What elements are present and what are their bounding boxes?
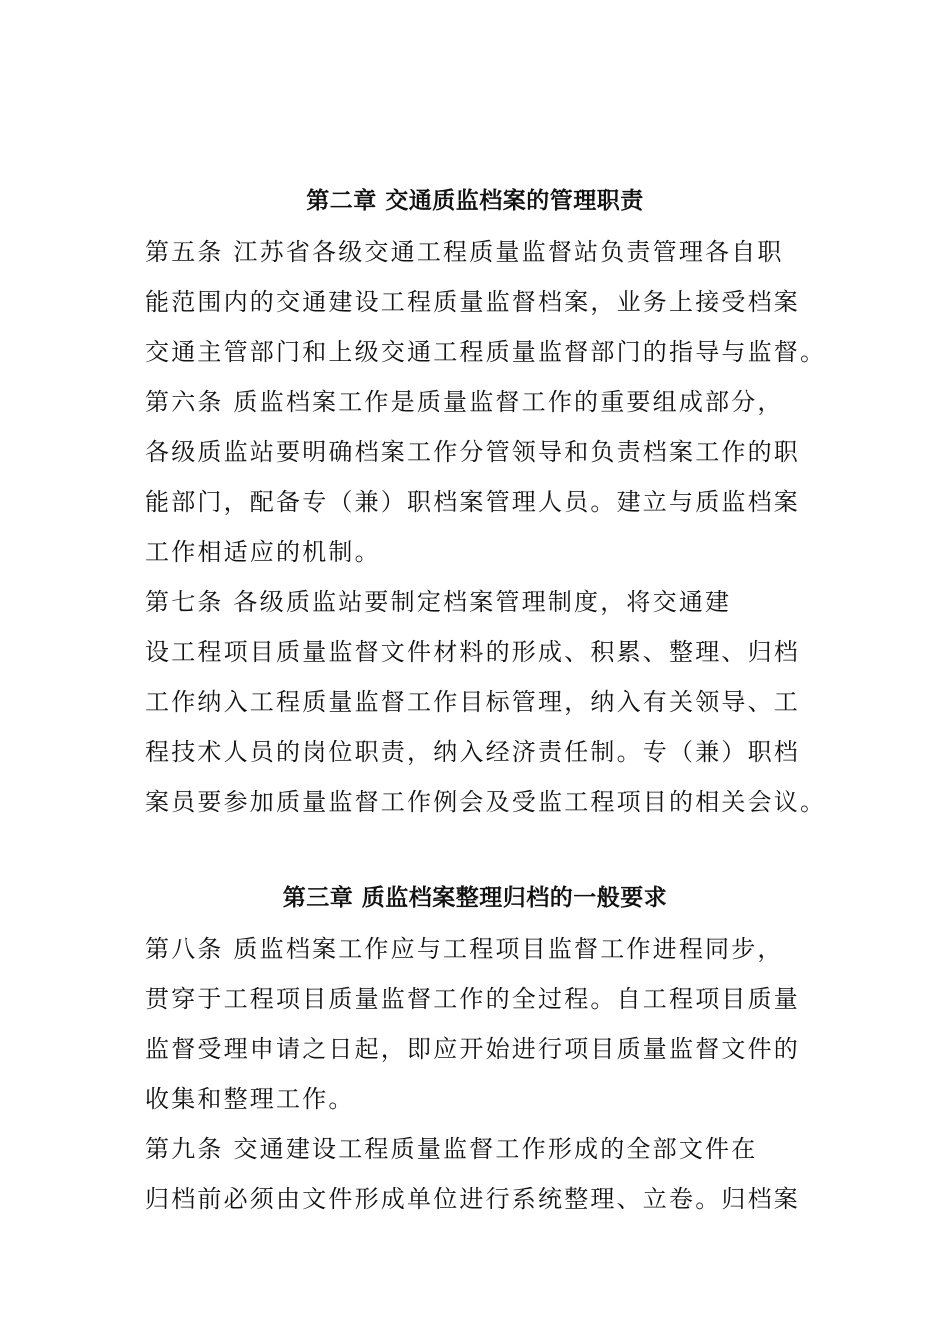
article-6-line-2: 各级质监站要明确档案工作分管领导和负责档案工作的职 bbox=[145, 438, 800, 466]
article-7-line-3: 工作纳入工程质量监督工作目标管理，纳入有关领导、工 bbox=[145, 688, 800, 716]
article-9-line-1: 第九条 交通建设工程质量监督工作形成的全部文件在 bbox=[145, 1135, 758, 1163]
article-5-line-2: 能范围内的交通建设工程质量监督档案，业务上接受档案 bbox=[145, 288, 800, 316]
article-7-line-2: 设工程项目质量监督文件材料的形成、积累、整理、归档 bbox=[145, 638, 800, 666]
article-6-line-1: 第六条 质监档案工作是质量监督工作的重要组成部分， bbox=[145, 388, 784, 416]
article-7-line-4: 程技术人员的岗位职责，纳入经济责任制。专（兼）职档 bbox=[145, 738, 800, 766]
article-6-line-4: 工作相适应的机制。 bbox=[145, 538, 381, 566]
article-9-line-2: 归档前必须由文件形成单位进行系统整理、立卷。归档案 bbox=[145, 1185, 800, 1213]
article-5-line-1: 第五条 江苏省各级交通工程质量监督站负责管理各自职 bbox=[145, 238, 784, 266]
chapter-3-heading: 第三章 质监档案整理归档的一般要求 bbox=[282, 885, 668, 911]
chapter-2-heading: 第二章 交通质监档案的管理职责 bbox=[306, 188, 644, 214]
article-7-line-5: 案员要参加质量监督工作例会及受监工程项目的相关会议。 bbox=[145, 788, 827, 816]
article-5-line-3: 交通主管部门和上级交通工程质量监督部门的指导与监督。 bbox=[145, 338, 827, 366]
article-8-line-4: 收集和整理工作。 bbox=[145, 1085, 355, 1113]
article-6-line-3: 能部门，配备专（兼）职档案管理人员。建立与质监档案 bbox=[145, 488, 800, 516]
article-8-line-1: 第八条 质监档案工作应与工程项目监督工作进程同步， bbox=[145, 935, 784, 963]
article-8-line-3: 监督受理申请之日起，即应开始进行项目质量监督文件的 bbox=[145, 1035, 800, 1063]
article-7-line-1: 第七条 各级质监站要制定档案管理制度，将交通建 bbox=[145, 588, 732, 616]
article-8-line-2: 贯穿于工程项目质量监督工作的全过程。自工程项目质量 bbox=[145, 985, 800, 1013]
